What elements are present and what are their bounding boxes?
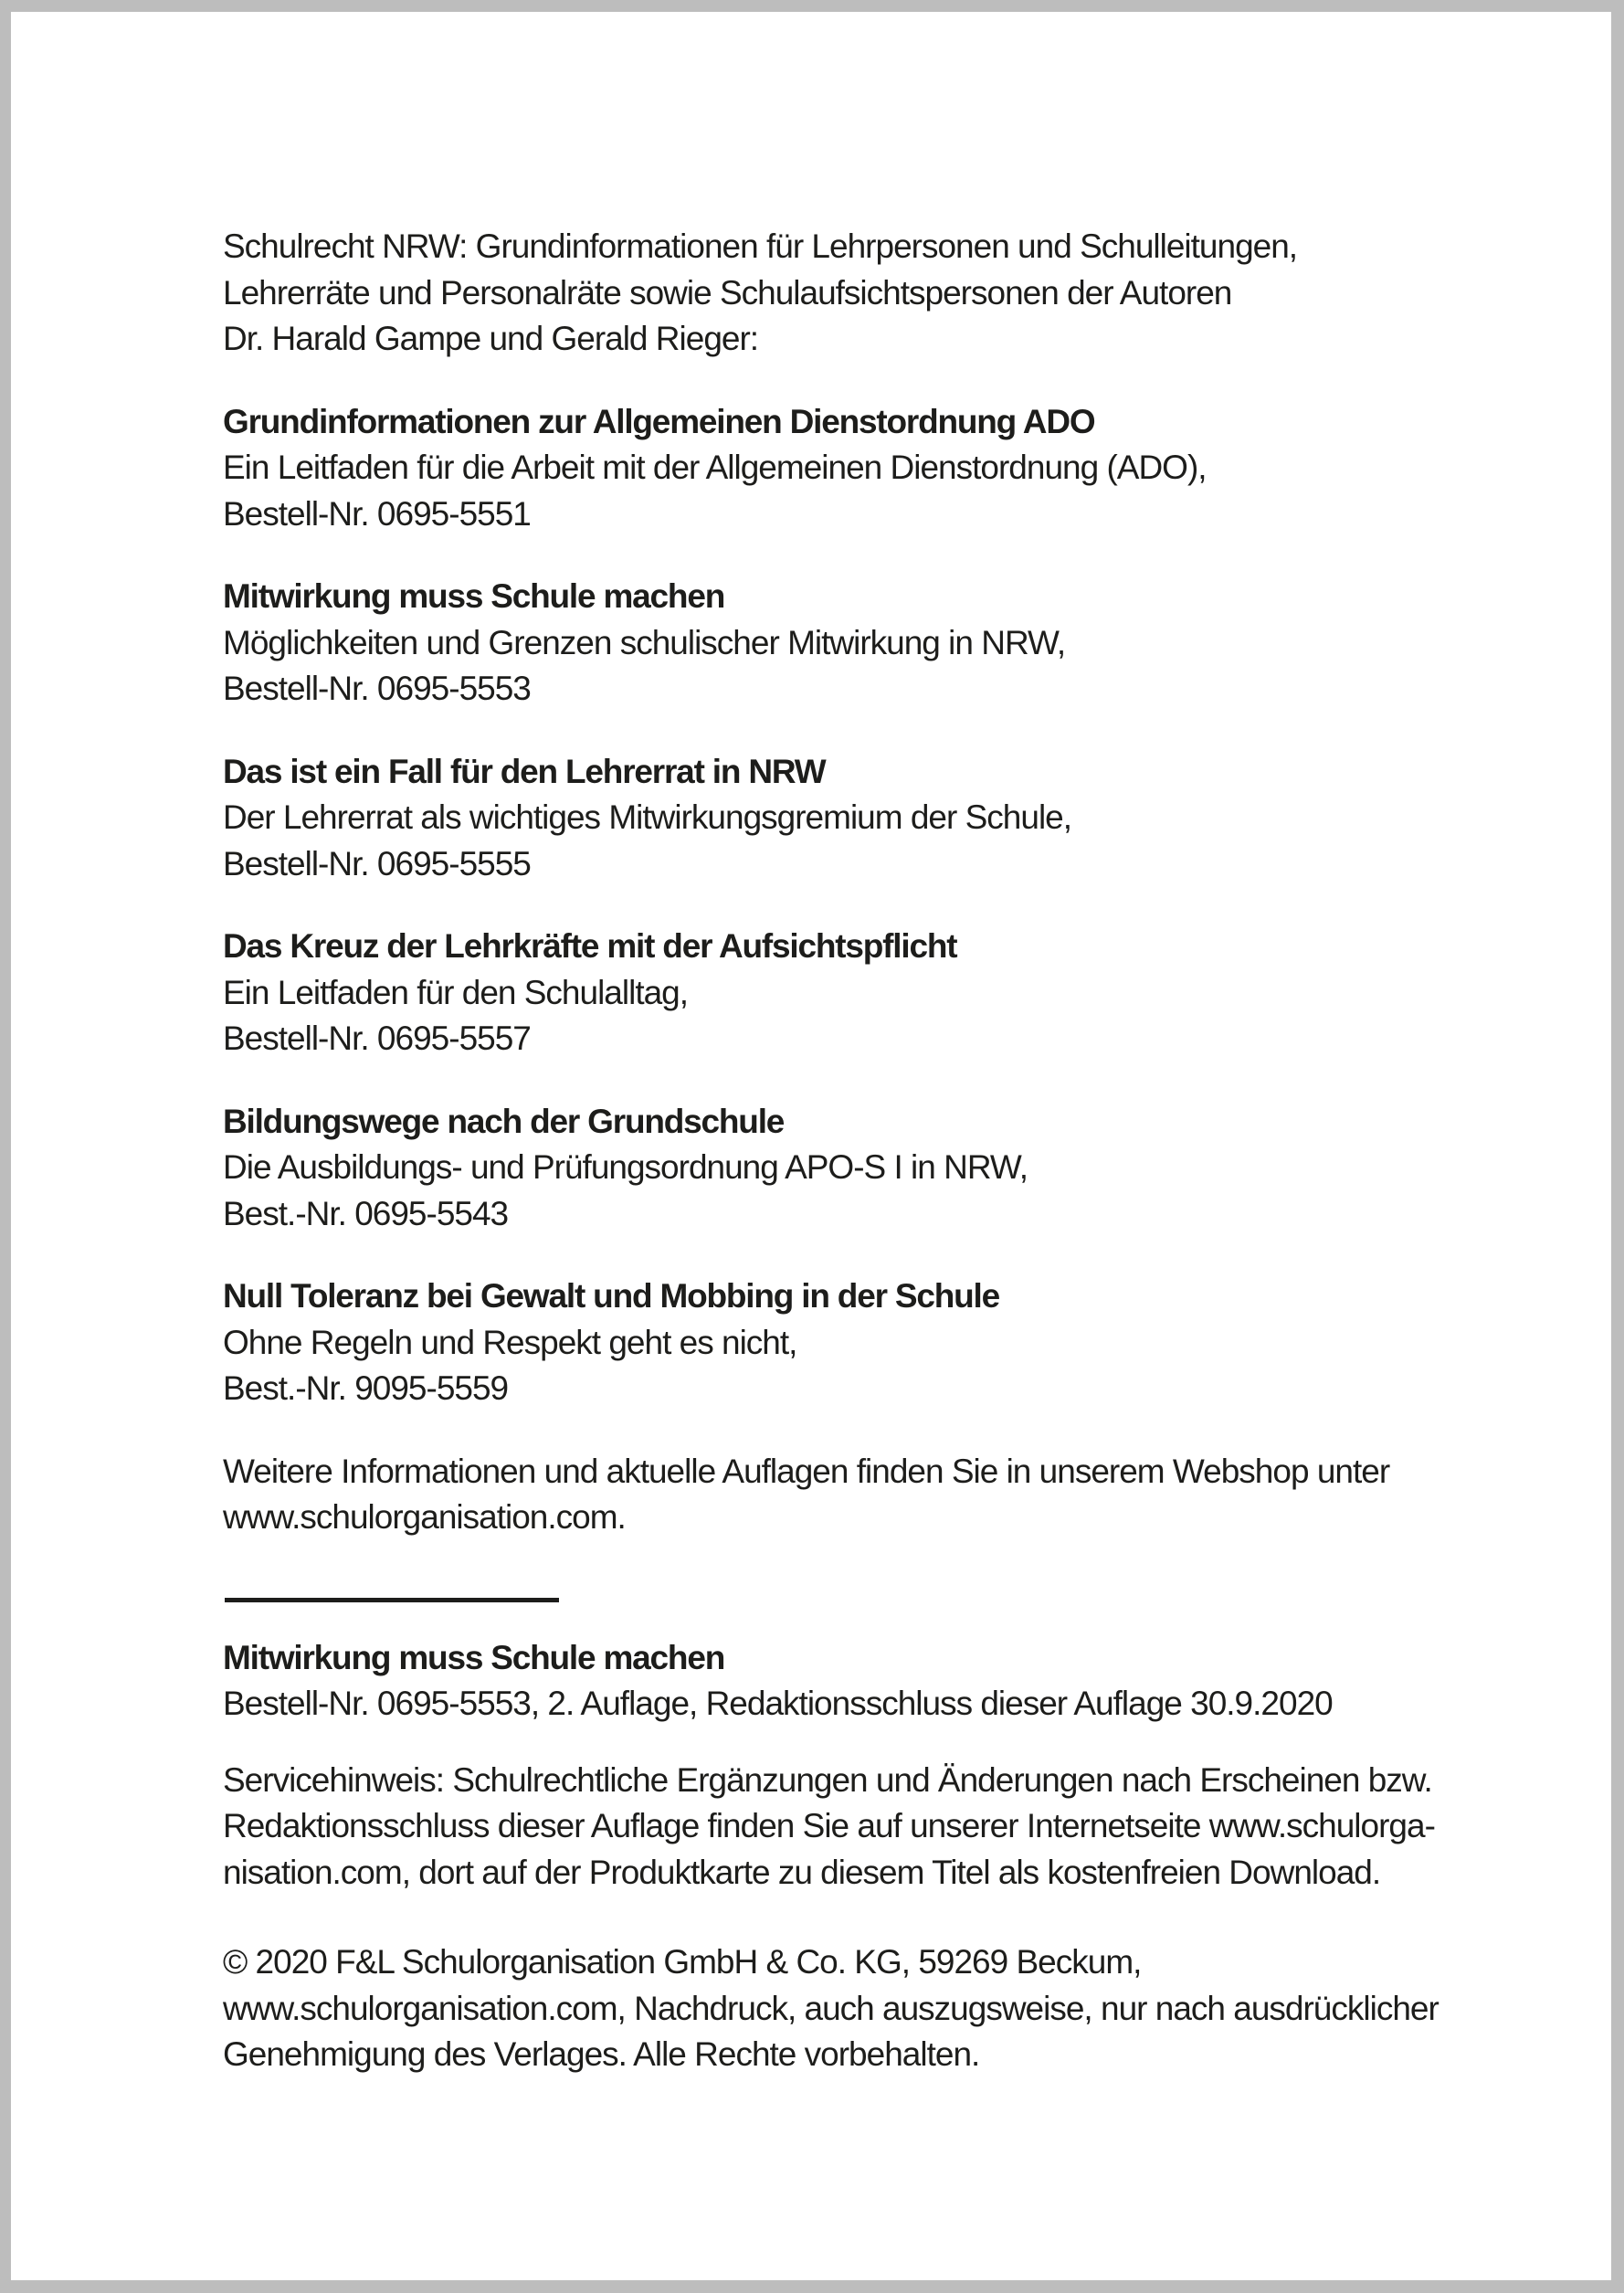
intro-line: Dr. Harald Gampe und Gerald Rieger: (223, 320, 759, 357)
publication-entry-bildungswege (223, 1099, 1502, 1238)
publication-subtitle: Ein Leitfaden für den Schulalltag, (223, 973, 689, 1011)
publication-order-number: Bestell-Nr. 0695-5557 (223, 1020, 531, 1057)
intro-line: Lehrerräte und Personalräte sowie Schulaufsichtspersonen der Autoren (223, 273, 1232, 312)
webshop-line: Weitere Informationen und aktuelle Auflagen finden Sie in unserem Webshop unter (223, 1452, 1390, 1490)
publication-subtitle: Möglichkeiten und Grenzen schulischer Mitwirkung in NRW, (223, 623, 1066, 661)
publication-entry-aufsichtspflicht (223, 924, 1502, 1062)
service-line: nisation.com, dort auf der Produktkarte zu diesem Titel als kostenfreien Download. (223, 1853, 1381, 1891)
publication-subtitle: Die Ausbildungs- und Prüfungsordnung APO-S I in NRW, (223, 1148, 1028, 1186)
publication-subtitle: Ohne Regeln und Respekt geht es nicht, (223, 1323, 797, 1361)
webshop-note (223, 1449, 1502, 1541)
publication-title: Das Kreuz der Lehrkräfte mit der Aufsichtspflicht (223, 927, 957, 965)
separator-rule (225, 1598, 559, 1602)
edition-detail: Bestell-Nr. 0695-5553, 2. Auflage, Redaktionsschluss dieser Auflage 30.9.2020 (223, 1685, 1333, 1722)
imprint-content (223, 224, 1502, 2115)
publication-title: Null Toleranz bei Gewalt und Mobbing in der Schule (223, 1277, 999, 1315)
publication-title: Das ist ein Fall für den Lehrerrat in NRW (223, 752, 826, 790)
publication-order-number: Bestell-Nr. 0695-5551 (223, 494, 531, 533)
copyright-line: www.schulorganisation.com, Nachdruck, auch auszugsweise, nur nach ausdrücklicher (223, 1989, 1439, 2027)
publication-order-number: Best.-Nr. 0695-5543 (223, 1194, 509, 1232)
copyright-notice (223, 1939, 1502, 2078)
publication-order-number: Bestell-Nr. 0695-5555 (223, 844, 531, 882)
copyright-line: Genehmigung des Verlages. Alle Rechte vorbehalten. (223, 2035, 980, 2073)
publication-entry-null-toleranz (223, 1273, 1502, 1412)
edition-title: Mitwirkung muss Schule machen (223, 1638, 725, 1676)
publication-entry-mitwirkung (223, 574, 1502, 713)
publication-entry-ado (223, 399, 1502, 538)
publication-entry-lehrerrat (223, 749, 1502, 888)
service-note (223, 1758, 1502, 1897)
intro-line: Schulrecht NRW: Grundinformationen für Lehrpersonen und Schulleitungen, (223, 227, 1298, 265)
publication-title: Grundinformationen zur Allgemeinen Dienstordnung ADO (223, 402, 1095, 440)
publication-title: Bildungswege nach der Grundschule (223, 1102, 785, 1140)
service-line: Servicehinweis: Schulrechtliche Ergänzungen und Änderungen nach Erscheinen bzw. (223, 1760, 1432, 1799)
webshop-url: www.schulorganisation.com. (223, 1498, 626, 1536)
publication-order-number: Bestell-Nr. 0695-5553 (223, 670, 531, 707)
intro-paragraph (223, 224, 1502, 363)
publication-subtitle: Der Lehrerrat als wichtiges Mitwirkungsgremium der Schule, (223, 798, 1072, 836)
edition-note (223, 1635, 1502, 1728)
service-line: Redaktionsschluss dieser Auflage finden Sie auf unserer Internetseite www.schulorga- (223, 1807, 1435, 1844)
publication-title: Mitwirkung muss Schule machen (223, 577, 725, 615)
document-page (11, 12, 1611, 2280)
publication-order-number: Best.-Nr. 9095-5559 (223, 1369, 509, 1407)
copyright-line: © 2020 F&L Schulorganisation GmbH & Co. KG, 59269 Beckum, (223, 1943, 1142, 1981)
publication-subtitle: Ein Leitfaden für die Arbeit mit der Allgemeinen Dienstordnung (ADO), (223, 449, 1207, 486)
